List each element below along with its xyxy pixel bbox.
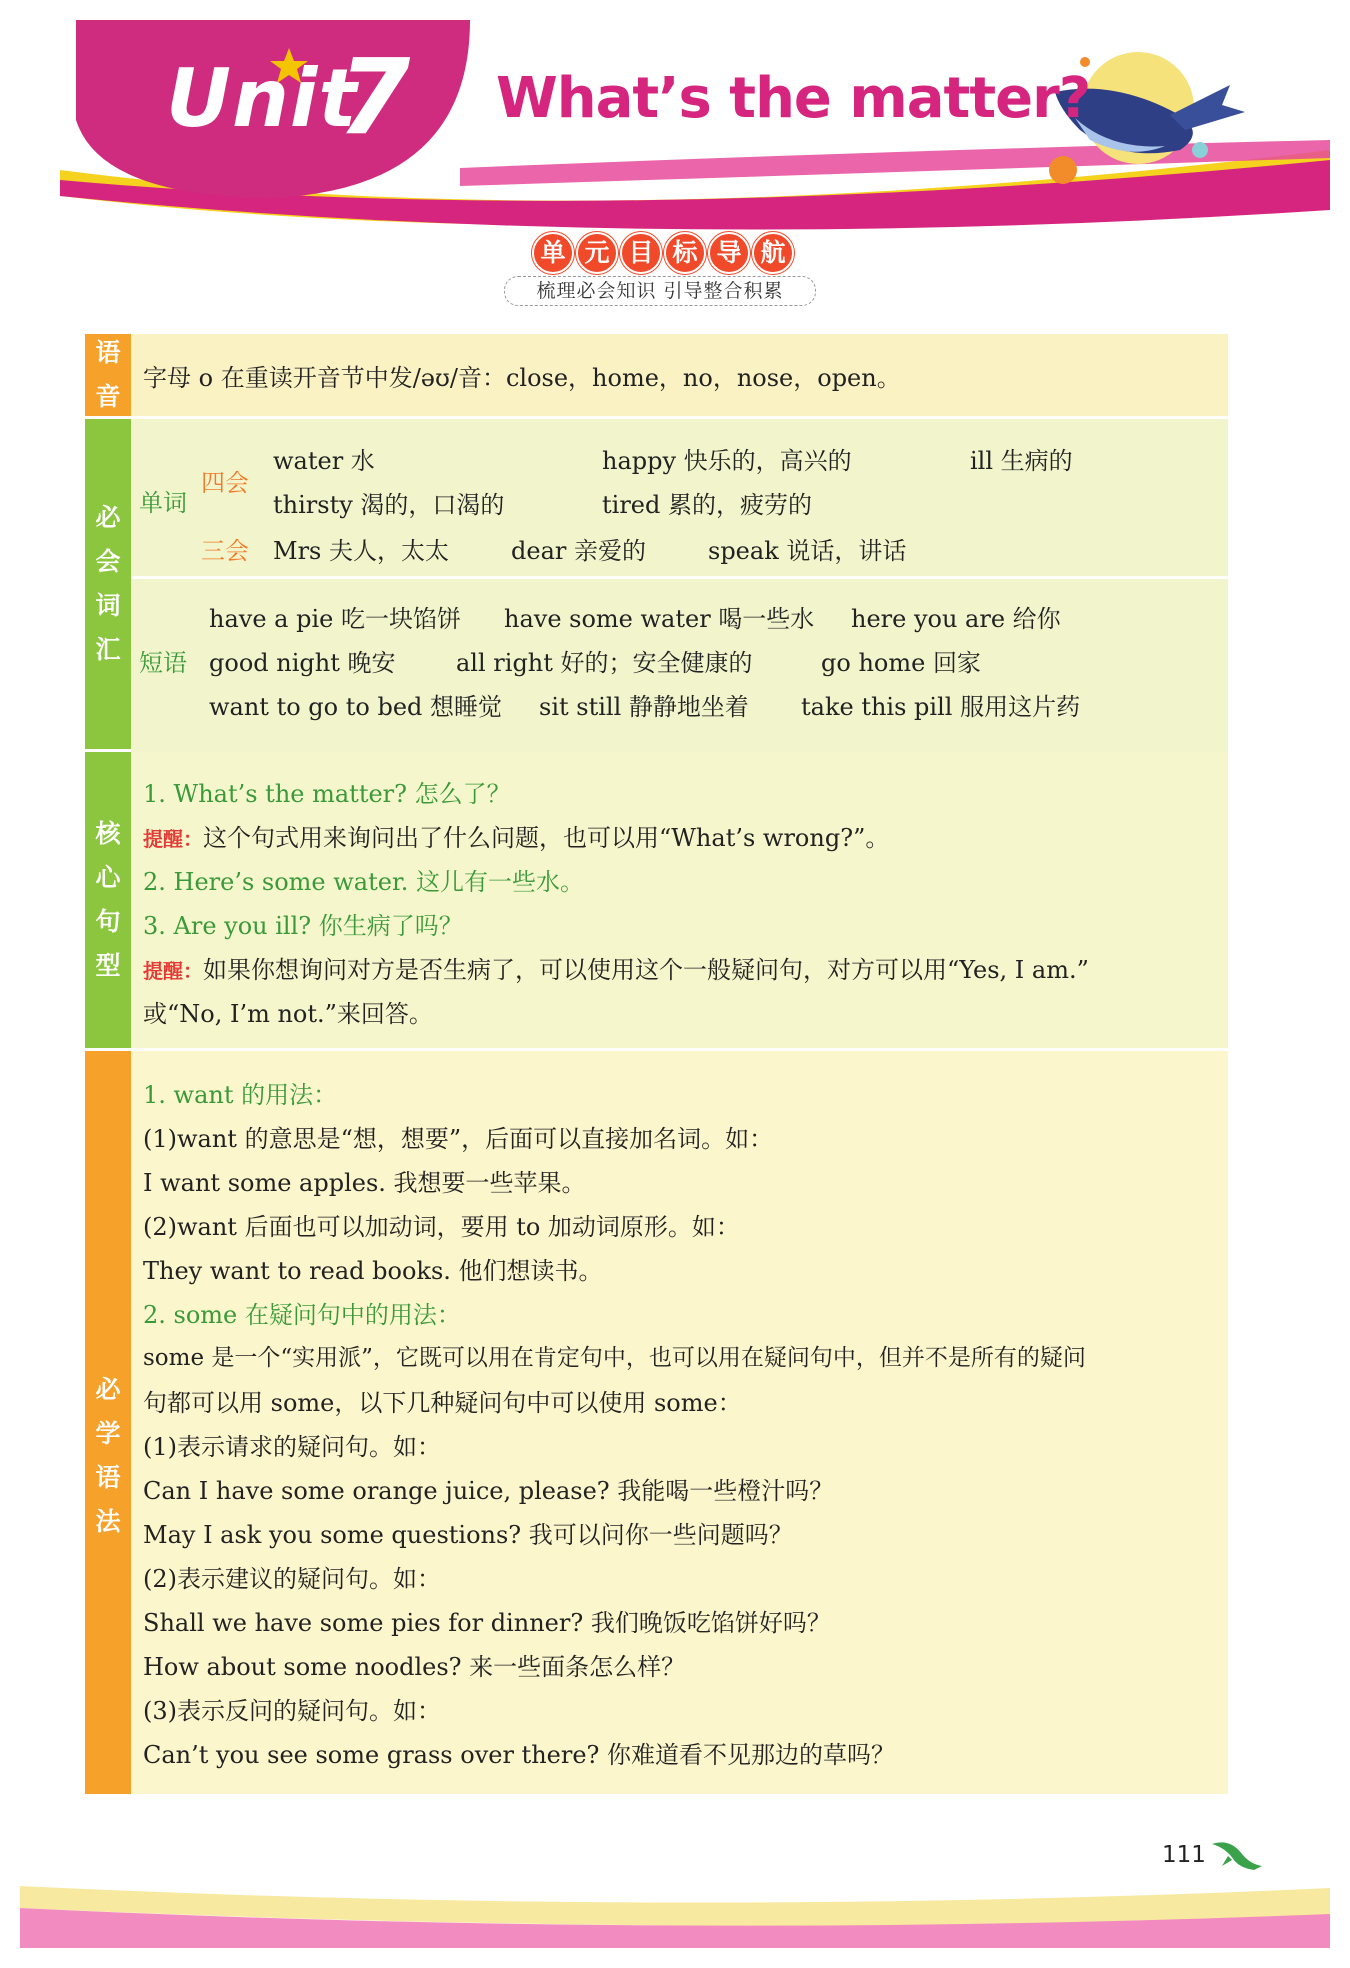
phrase-item: go home 回家 <box>821 649 981 677</box>
phrase-item: here you are 给你 <box>851 605 1061 633</box>
phrase-item: have some water 喝一些水 <box>504 605 815 633</box>
unit-label: Unit <box>166 52 358 145</box>
word-item: dear 亲爱的 <box>511 537 646 565</box>
grammar-line: They want to read books. 他们想读书。 <box>143 1257 603 1285</box>
sentence-3: 3. Are you ill? 你生病了吗？ <box>143 912 463 940</box>
phrase-item: good night 晚安 <box>209 649 396 677</box>
section-core-sentences <box>85 752 1228 1048</box>
unit-title: What’s the matter? <box>496 66 1091 131</box>
section-phonetics <box>85 334 1228 416</box>
unit-goal-badge <box>494 232 824 306</box>
section-body <box>131 334 1228 416</box>
tip-text: 这个句式用来询问出了什么问题，也可以用“What’s wrong?”。 <box>203 824 890 852</box>
badge-title <box>532 232 794 274</box>
tip-1 <box>143 818 889 853</box>
section-body <box>131 752 1228 1048</box>
section-grammar <box>85 1051 1228 1794</box>
grammar-line: 1. want 的用法： <box>143 1081 338 1109</box>
word-item: water 水 <box>273 447 375 475</box>
page-number: 111 <box>1162 1842 1206 1868</box>
badge-char: 航 <box>752 232 794 274</box>
phrases-block <box>131 576 1228 752</box>
badge-char: 单 <box>532 232 574 274</box>
unit-number: 7 <box>338 36 411 158</box>
word-item: tired 累的，疲劳的 <box>602 491 812 519</box>
tip-2-cont: 或“No, I’m not.”来回答。 <box>143 1000 433 1028</box>
phonetics-line: 字母 o 在重读开音节中发/əʊ/音：close，home，no，nose，open。 <box>143 364 901 392</box>
section-label: 必 会 词 汇 <box>85 419 131 749</box>
grammar-line: (1)want 的意思是“想，想要”，后面可以直接加名词。如： <box>143 1125 774 1153</box>
grammar-line: Shall we have some pies for dinner? 我们晚饭吃馅饼好吗？ <box>143 1609 831 1637</box>
tip-label: 提醒： <box>143 827 203 851</box>
word-item: Mrs 夫人，太太 <box>273 537 449 565</box>
section-vocabulary <box>85 419 1228 749</box>
word-item: ill 生病的 <box>970 447 1073 475</box>
sentence-1: 1. What’s the matter? 怎么了？ <box>143 780 511 808</box>
section-body <box>131 1051 1228 1794</box>
tip-label: 提醒： <box>143 959 203 983</box>
section-body <box>131 419 1228 749</box>
word-item: thirsty 渴的，口渴的 <box>273 491 505 519</box>
phrase-item: want to go to bed 想睡觉 <box>209 693 503 721</box>
section-label: 必 学 语 法 <box>85 1051 131 1794</box>
three-level-label: 三会 <box>201 537 249 565</box>
word-item: speak 说话，讲话 <box>708 537 907 565</box>
words-block <box>131 419 1228 573</box>
dolphin-icon <box>1208 1836 1268 1876</box>
footer-band <box>0 1878 1350 1968</box>
badge-char: 导 <box>708 232 750 274</box>
words-label: 单词 <box>139 489 187 517</box>
grammar-line: I want some apples. 我想要一些苹果。 <box>143 1169 586 1197</box>
phrase-item: take this pill 服用这片药 <box>801 693 1081 721</box>
grammar-line: some 是一个“实用派”，它既可以用在肯定句中，也可以用在疑问句中，但并不是所有的疑问 <box>143 1345 1086 1371</box>
grammar-line: How about some noodles? 来一些面条怎么样？ <box>143 1653 686 1681</box>
grammar-line: May I ask you some questions? 我可以问你一些问题吗？ <box>143 1521 793 1549</box>
badge-subtitle: 梳理必会知识 引导整合积累 <box>504 276 816 306</box>
grammar-line: (2)want 后面也可以加动词，要用 to 加动词原形。如： <box>143 1213 740 1241</box>
tip-text: 如果你想询问对方是否生病了，可以使用这个一般疑问句，对方可以用“Yes, I am.” <box>203 956 1089 984</box>
phrases-label: 短语 <box>139 649 187 677</box>
phrase-item: sit still 静静地坐着 <box>539 693 749 721</box>
grammar-line: (3)表示反问的疑问句。如： <box>143 1697 441 1725</box>
content-table <box>85 334 1228 1794</box>
section-label: 语 音 <box>85 334 131 416</box>
sentence-2: 2. Here’s some water. 这儿有一些水。 <box>143 868 585 896</box>
section-label: 核 心 句 型 <box>85 752 131 1048</box>
four-level-label: 四会 <box>201 469 249 497</box>
badge-char: 元 <box>576 232 618 274</box>
grammar-line: (1)表示请求的疑问句。如： <box>143 1433 441 1461</box>
grammar-line: Can’t you see some grass over there? 你难道看不见那边的草吗？ <box>143 1741 896 1769</box>
unit-header <box>0 0 1350 302</box>
badge-char: 目 <box>620 232 662 274</box>
grammar-line: 句都可以用 some，以下几种疑问句中可以使用 some： <box>143 1389 742 1417</box>
word-item: happy 快乐的，高兴的 <box>602 447 852 475</box>
badge-char: 标 <box>664 232 706 274</box>
tip-2 <box>143 950 1089 985</box>
phrase-item: have a pie 吃一块馅饼 <box>209 605 461 633</box>
phrase-item: all right 好的；安全健康的 <box>456 649 753 677</box>
grammar-line: Can I have some orange juice, please? 我能喝一些橙汁吗？ <box>143 1477 834 1505</box>
grammar-line: (2)表示建议的疑问句。如： <box>143 1565 441 1593</box>
grammar-line: 2. some 在疑问句中的用法： <box>143 1301 461 1329</box>
